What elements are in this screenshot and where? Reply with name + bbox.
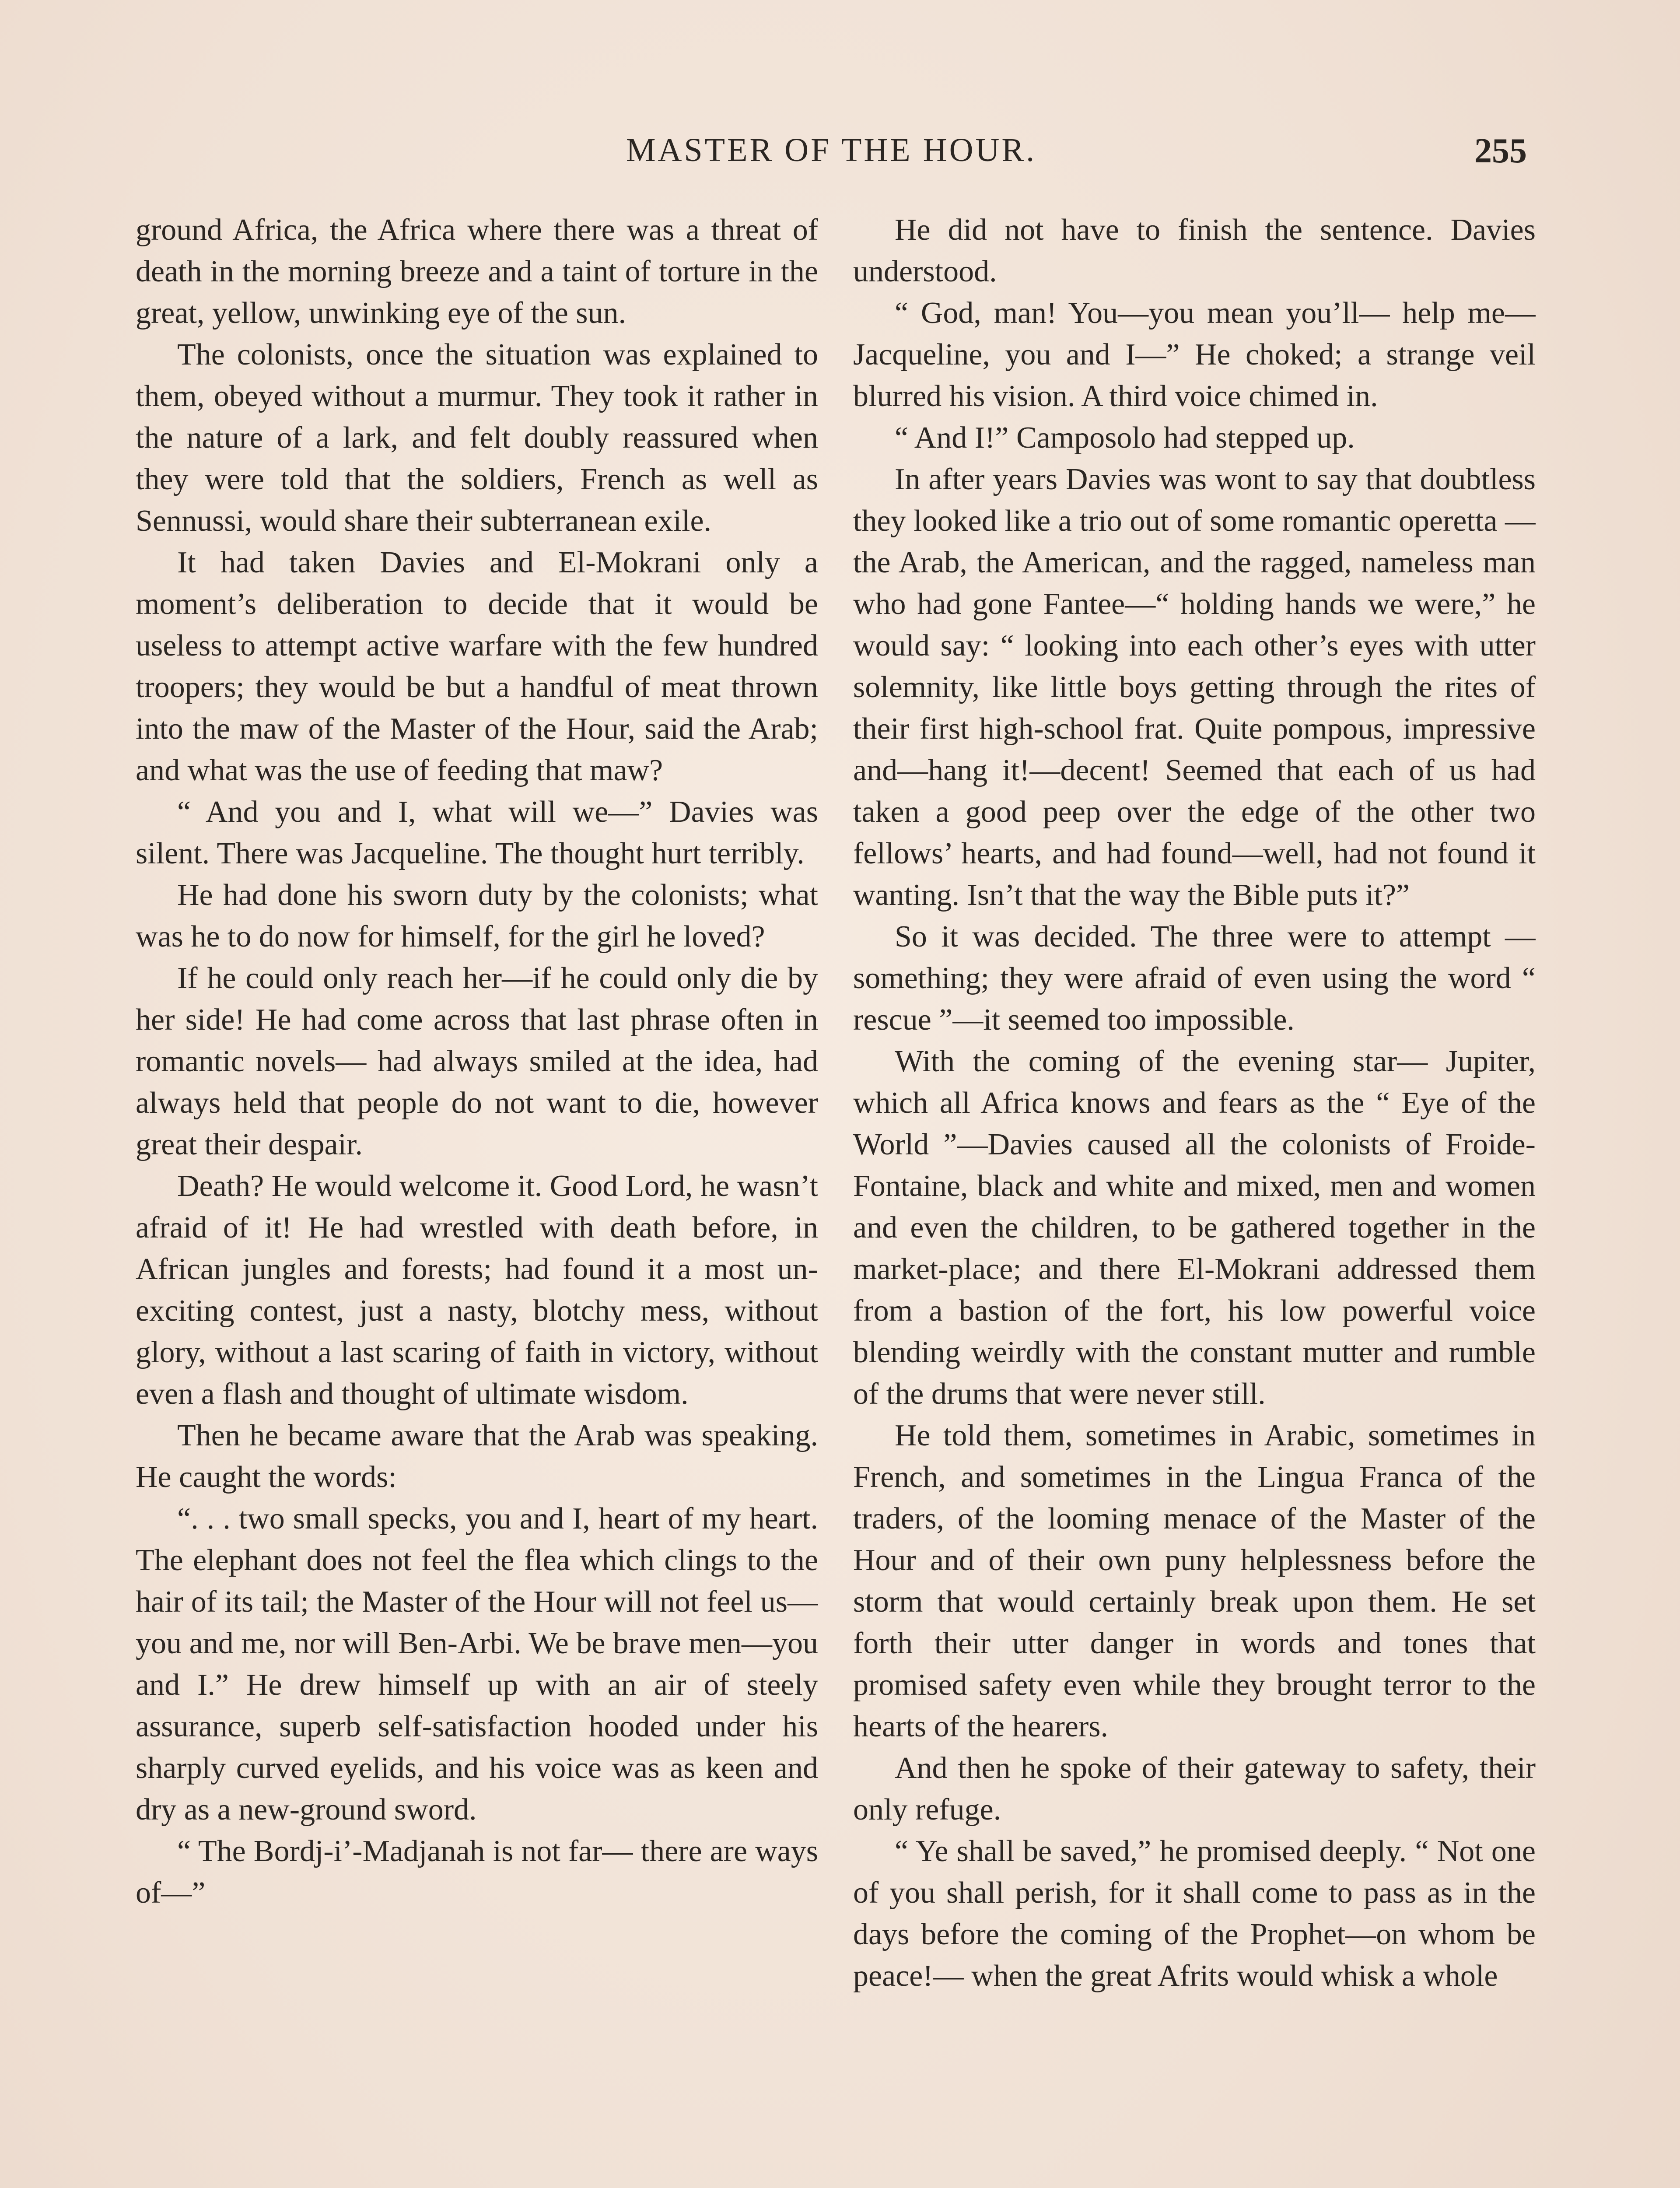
paragraph: “ Ye shall be saved,” he promised deeply. “ Not one of you shall perish, for it shall come to pass as in the days before the coming of the Prophet—on whom be peace!— when the great Afrits would whisk a whole <box>853 1834 1536 1993</box>
paragraph: So it was decided. The three were to attempt — something; they were afraid of even using the word “ rescue ”—it seemed too impossible. <box>853 920 1536 1037</box>
paragraph: “. . . two small specks, you and I, heart of my heart. The elephant does not feel the flea which clings to the hair of its tail; the Master of the Hour will not feel us—you and me, nor will Ben-Arbi. We be brave men—you and I.” He drew himself up with an air of steely assurance, superb self-satisfaction hooded under his sharply curved eyelids, and his voice was as keen and dry as a new-ground sword. <box>136 1502 818 1827</box>
paragraph: If he could only reach her—if he could only die by her side! He had come across that last phrase often in romantic novels— had always smiled at the idea, had always held that people do not want to die, however great their despair. <box>136 961 818 1161</box>
paragraph: He had done his sworn duty by the colonists; what was he to do now for himself, for the girl he loved? <box>136 878 818 954</box>
paragraph: With the coming of the evening star— Jupiter, which all Africa knows and fears as the “ Eye of the World ”—Davies caused all the colonists of Froide-Fontaine, black and white and mixed, men and women and even the children, to be gathered together in the market-place; and there El-Mokrani addressed them from a bastion of the fort, his low powerful voice blending weirdly with the constant mutter and rumble of the drums that were never still. <box>853 1045 1536 1411</box>
paragraph: “ God, man! You—you mean you’ll— help me— Jacqueline, you and I—” He choked; a strange veil blurred his vision. A third voice chimed in. <box>853 296 1536 413</box>
paragraph: “ And I!” Camposolo had stepped up. <box>895 421 1355 455</box>
paragraph: The colonists, once the situation was explained to them, obeyed without a murmur. They took it rather in the nature of a lark, and felt doubly reassured when they were told that the soldiers, French as well as Sennussi, would share their subterranean exile. <box>136 338 818 538</box>
paragraph: And then he spoke of their gateway to safety, their only refuge. <box>853 1751 1536 1827</box>
page-header <box>136 131 1527 179</box>
paragraph: “ And you and I, what will we—” Davies was silent. There was Jacqueline. The thought hurt terribly. <box>136 795 818 870</box>
left-text-column <box>136 209 818 2188</box>
page-number: 255 <box>1474 132 1527 170</box>
paragraph: It had taken Davies and El-Mokrani only a moment’s deliberation to decide that it would be useless to attempt active warfare with the few hundred troopers; they would be but a handful of meat thrown into the maw of the Master of the Hour, said the Arab; and what was the use of feeding that maw? <box>136 546 818 787</box>
right-text-column <box>853 209 1536 2188</box>
paragraph: In after years Davies was wont to say that doubtless they looked like a trio out of some romantic operetta — the Arab, the American, and the ragged, nameless man who had gone Fantee—“ holding hands we were,” he would say: “ looking into each other’s eyes with utter solemnity, like little boys getting through the rites of their first high-school frat. Quite pompous, impressive and—hang it!—decent! Seemed that each of us had taken a good peep over the edge of the other two fellows’ hearts, and had found—well, had not found it wanting. Isn’t that the way the Bible puts it?” <box>853 463 1536 912</box>
paragraph: Then he became aware that the Arab was speaking. He caught the words: <box>136 1419 818 1494</box>
paragraph: He did not have to finish the sentence. Davies understood. <box>853 213 1536 288</box>
running-head: MASTER OF THE HOUR. <box>626 132 1037 168</box>
paragraph: He told them, sometimes in Arabic, sometimes in French, and sometimes in the Lingua Franca of the traders, of the looming menace of the Master of the Hour and of their own puny helplessness before the storm that would certainly break upon them. He set forth their utter danger in words and tones that promised safety even while they brought terror to the hearts of the hearers. <box>853 1419 1536 1743</box>
paragraph: “ The Bordj-i’-Madjanah is not far— there are ways of—” <box>136 1834 818 1910</box>
paragraph: Death? He would welcome it. Good Lord, he wasn’t afraid of it! He had wrestled with death before, in African jungles and forests; had found it a most unexciting contest, just a nasty, blotchy mess, without glory, without a last scaring of faith in victory, without even a flash and thought of ultimate wisdom. <box>136 1169 818 1411</box>
paragraph: ground Africa, the Africa where there was a threat of death in the morning breeze and a taint of torture in the great, yellow, unwinking eye of the sun. <box>136 213 818 330</box>
